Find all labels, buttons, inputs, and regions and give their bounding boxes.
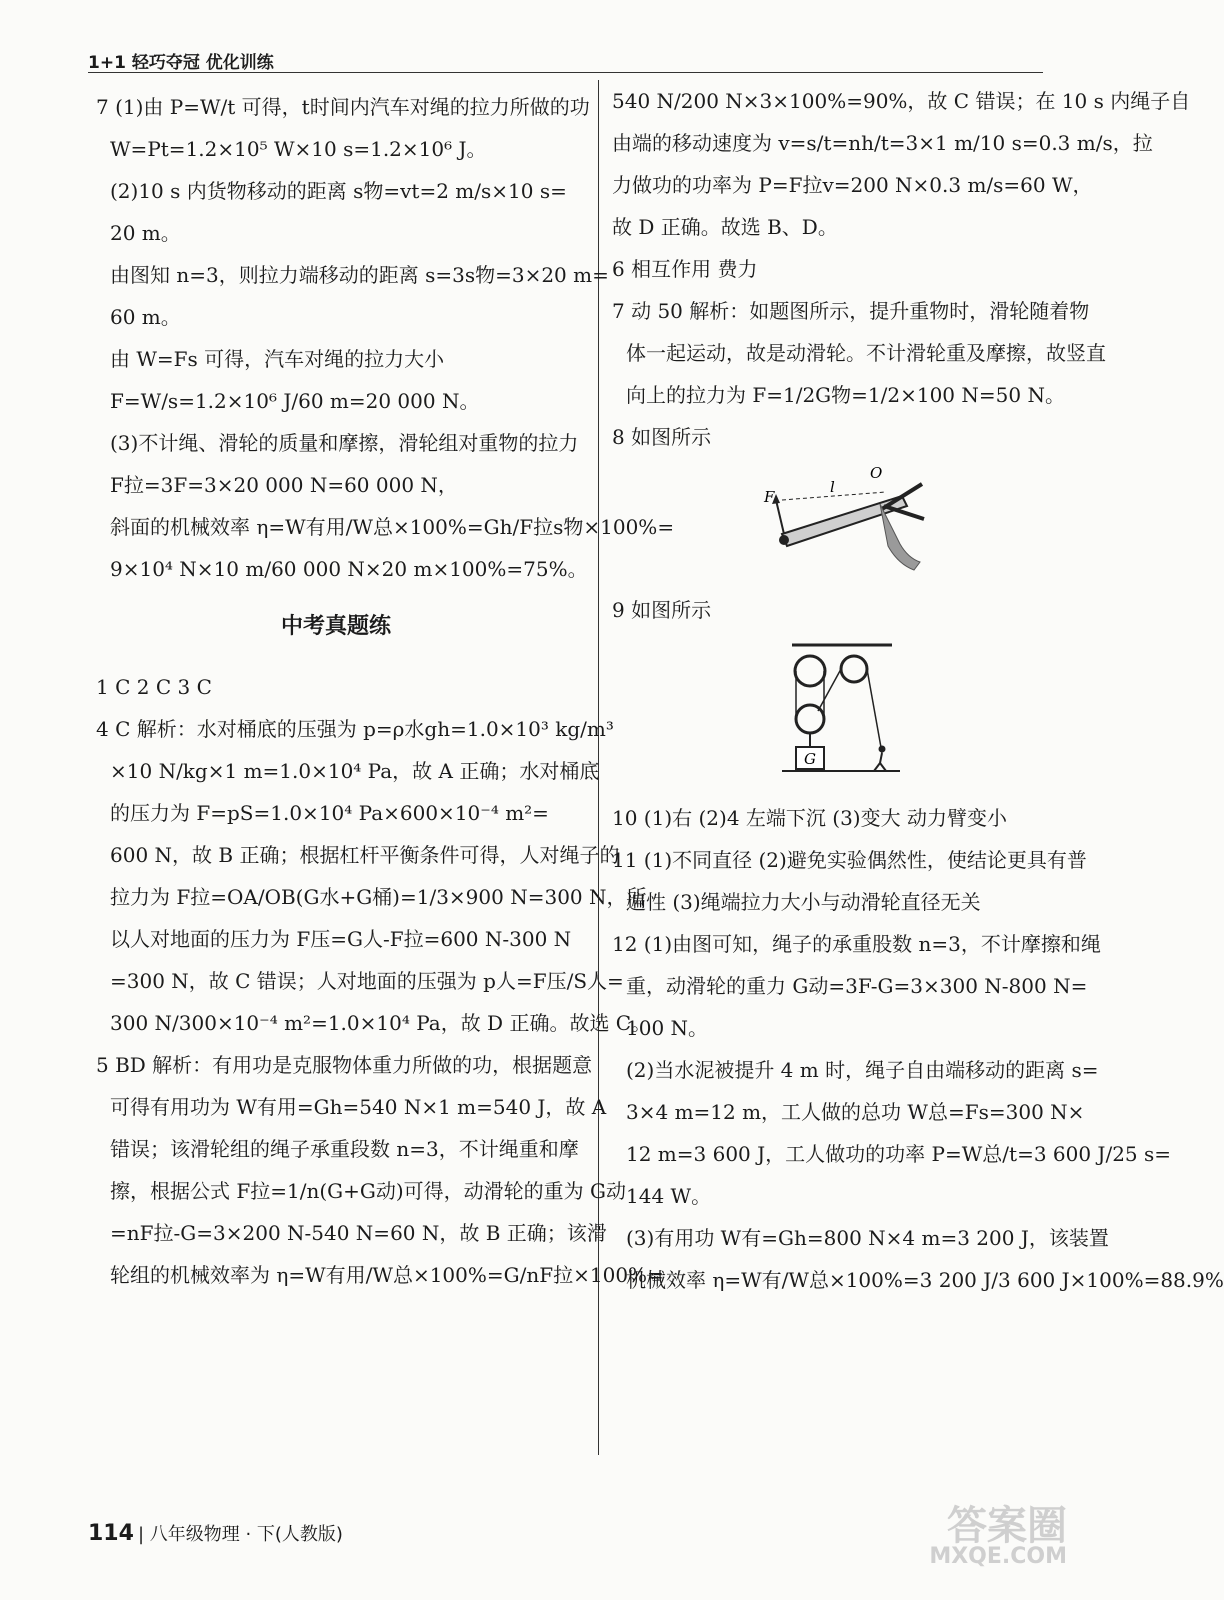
page-number: 114 xyxy=(88,1521,134,1546)
force-arrow xyxy=(776,500,784,534)
person-leg xyxy=(874,763,880,771)
text-line: 力做功的功率为 P=F拉v=200 N×0.3 m/s=60 W， xyxy=(612,173,1093,197)
text-line: F=W/s=1.2×10⁶ J/60 m=20 000 N。 xyxy=(110,389,480,413)
person-body xyxy=(880,753,882,763)
text-line: 144 W。 xyxy=(626,1184,712,1208)
text-line: (2)10 s 内货物移动的距离 s物=vt=2 m/s×10 s= xyxy=(110,179,567,203)
pull-rope xyxy=(867,669,882,753)
text-line: F拉=3F=3×20 000 N=60 000 N， xyxy=(110,473,458,497)
text-line: 11 (1)不同直径 (2)避免实验偶然性，使结论更具有普 xyxy=(612,848,1087,872)
text-line: W=Pt=1.2×10⁵ W×10 s=1.2×10⁶ J。 xyxy=(110,137,487,161)
text-line: 以人对地面的压力为 F压=G人-F拉=600 N-300 N xyxy=(110,927,572,952)
text-line: 7 动 50 解析：如题图所示，提升重物时，滑轮随着物 xyxy=(612,299,1090,323)
right-column xyxy=(612,86,1224,1307)
fixed-pulley xyxy=(841,656,867,682)
text-line: 12 (1)由图可知，绳子的承重股数 n=3，不计摩擦和绳 xyxy=(612,932,1101,956)
text-line: 体一起运动，故是动滑轮。不计滑轮重及摩擦，故竖直 xyxy=(626,341,1106,365)
text-line: (3)不计绳、滑轮的质量和摩擦，滑轮组对重物的拉力 xyxy=(110,431,579,455)
text-line: 由 W=Fs 可得，汽车对绳的拉力大小 xyxy=(110,347,445,371)
arm-label: l xyxy=(830,478,835,496)
header-rule xyxy=(88,72,1043,73)
text-line: 100 N。 xyxy=(626,1016,709,1040)
text-line: 7 (1)由 P=W/t 可得，t时间内汽车对绳的拉力所做的功 xyxy=(96,95,590,119)
text-line: 擦，根据公式 F拉=1/n(G+G动)可得，动滑轮的重为 G动 xyxy=(110,1179,626,1204)
text-line: 540 N/200 N×3×100%=90%，故 C 错误；在 10 s 内绳子自 xyxy=(612,89,1191,113)
person-head xyxy=(879,746,886,753)
text-line: 遍性 (3)绳端拉力大小与动滑轮直径无关 xyxy=(626,890,981,914)
pulley-figure xyxy=(762,637,902,787)
text-line: 由端的移动速度为 v=s/t=nh/t=3×1 m/10 s=0.3 m/s，拉 xyxy=(612,131,1153,155)
pivot-point xyxy=(779,535,789,545)
fulcrum-label: O xyxy=(870,464,883,482)
text-line: 600 N，故 B 正确；根据杠杆平衡条件可得，人对绳子的 xyxy=(110,843,620,868)
page-footer: 114 | 八年级物理 · 下(人教版) xyxy=(88,1521,343,1546)
text-line: 的压力为 F=pS=1.0×10⁴ Pa×600×10⁻⁴ m²= xyxy=(110,801,549,826)
text-line: =300 N，故 C 错误；人对地面的压强为 p人=F压/S人= xyxy=(110,969,624,994)
text-line: ×10 N/kg×1 m=1.0×10⁴ Pa，故 A 正确；水对桶底 xyxy=(110,759,600,784)
text-line: 斜面的机械效率 η=W有用/W总×100%=Gh/F拉s物×100%= xyxy=(110,515,675,539)
section-title: 中考真题练 xyxy=(280,614,391,639)
text-line: 9×10⁴ N×10 m/60 000 N×20 m×100%=75%。 xyxy=(110,557,588,581)
text-line: 向上的拉力为 F=1/2G物=1/2×100 N=50 N。 xyxy=(626,383,1065,407)
text-line: 10 (1)右 (2)4 左端下沉 (3)变大 动力臂变小 xyxy=(612,806,1007,830)
text-line: 1 C 2 C 3 C xyxy=(96,675,212,700)
text-line: 6 相互作用 费力 xyxy=(612,257,758,281)
person-leg xyxy=(880,763,886,771)
text-line: 重，动滑轮的重力 G动=3F-G=3×300 N-800 N= xyxy=(626,974,1088,998)
text-line: 3×4 m=12 m，工人做的总功 W总=Fs=300 N× xyxy=(626,1100,1085,1124)
lever-figure xyxy=(762,464,932,579)
watermark xyxy=(929,1503,1067,1569)
text-line: 20 m。 xyxy=(110,221,181,245)
text-line: 8 如图所示 xyxy=(612,425,712,449)
force-label: F xyxy=(764,488,775,506)
text-line: 4 C 解析：水对桶底的压强为 p=ρ水gh=1.0×10³ kg/m³ xyxy=(96,717,614,742)
text-line: 轮组的机械效率为 η=W有用/W总×100%=G/nF拉×100%= xyxy=(110,1263,664,1288)
rope-segment xyxy=(818,669,841,711)
text-line: 故 D 正确。故选 B、D。 xyxy=(612,215,838,239)
text-line: 60 m。 xyxy=(110,305,181,329)
text-line: 9 如图所示 xyxy=(612,598,712,622)
watermark-url: MXQE.COM xyxy=(929,1544,1067,1569)
page-header: 1+1 轻巧夺冠 优化训练 xyxy=(88,53,274,73)
text-line: 可得有用功为 W有用=Gh=540 N×1 m=540 J，故 A xyxy=(110,1095,607,1120)
text-line: (2)当水泥被提升 4 m 时，绳子自由端移动的距离 s= xyxy=(626,1058,1099,1082)
text-line: 12 m=3 600 J，工人做功的功率 P=W总/t=3 600 J/25 s= xyxy=(626,1142,1172,1166)
fixed-pulley xyxy=(795,656,825,686)
text-line: 300 N/300×10⁻⁴ m²=1.0×10⁴ Pa，故 D 正确。故选 C。 xyxy=(110,1011,652,1036)
text-line: (3)有用功 W有=Gh=800 N×4 m=3 200 J，该装置 xyxy=(626,1226,1109,1250)
text-line: =nF拉-G=3×200 N-540 N=60 N，故 B 正确；该滑 xyxy=(110,1221,607,1246)
text-line: 5 BD 解析：有用功是克服物体重力所做的功，根据题意 xyxy=(96,1053,593,1078)
watermark-title: 答案圈 xyxy=(947,1503,1067,1549)
book-title: 八年级物理 · 下(人教版) xyxy=(149,1524,343,1545)
text-line: 由图知 n=3，则拉力端移动的距离 s=3s物=3×20 m= xyxy=(110,263,609,287)
text-line: 错误；该滑轮组的绳子承重段数 n=3，不计绳重和摩 xyxy=(110,1137,579,1162)
text-line: 机械效率 η=W有/W总×100%=3 200 J/3 600 J×100%=88.9% xyxy=(626,1268,1224,1292)
text-line: 拉力为 F拉=OA/OB(G水+G桶)=1/3×900 N=300 N，所 xyxy=(110,885,647,910)
weight-label: G xyxy=(804,750,816,768)
